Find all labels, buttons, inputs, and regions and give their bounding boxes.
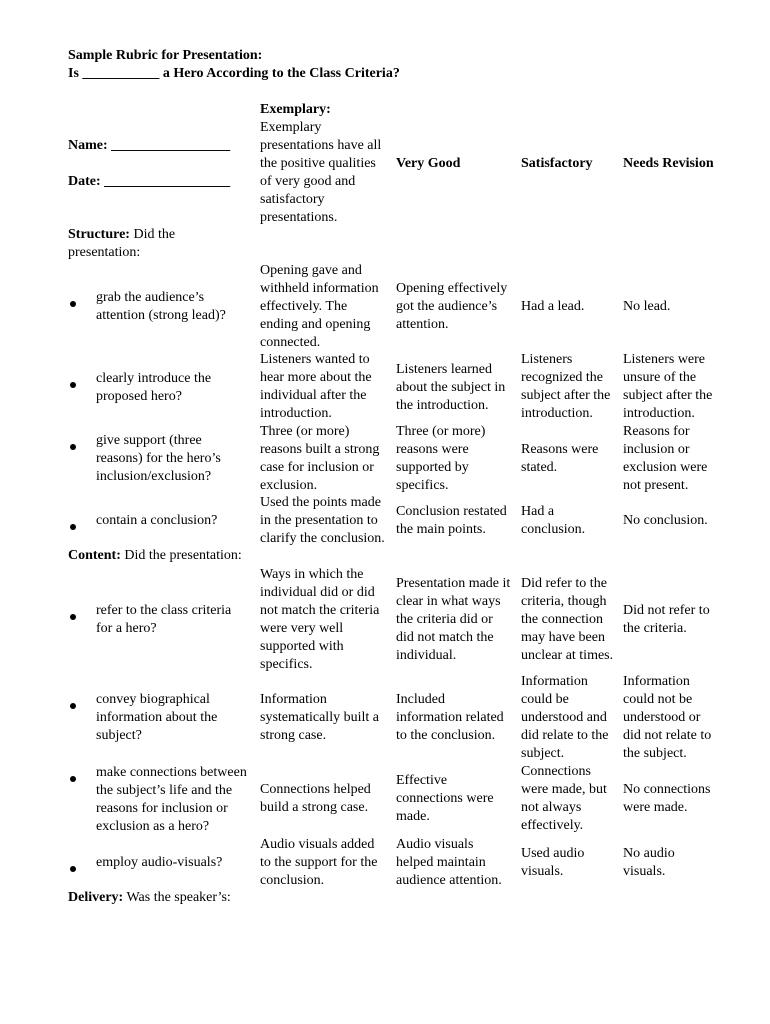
exemplary-cell-line: connected. bbox=[260, 335, 321, 350]
bullet-icon bbox=[70, 697, 76, 715]
exemplary-cell bbox=[260, 691, 379, 745]
satisfactory-cell bbox=[521, 763, 607, 835]
criterion-text-line: contain a conclusion? bbox=[96, 513, 218, 528]
needs-revision-cell-line: could not be bbox=[623, 692, 693, 707]
criterion-text-line: refer to the class criteria bbox=[96, 603, 232, 618]
very-good-cell-line: made. bbox=[396, 809, 430, 824]
needs-revision-cell-line: not present. bbox=[623, 478, 689, 493]
very-good-cell-line: supported by bbox=[396, 460, 469, 475]
exemplary-cell-line: clarify the conclusion. bbox=[260, 531, 385, 546]
criterion-text bbox=[96, 432, 221, 486]
exemplary-cell-line: effectively. The bbox=[260, 299, 348, 314]
bullet-icon bbox=[70, 295, 76, 313]
very-good-cell-line: Opening effectively bbox=[396, 281, 508, 296]
very-good-cell bbox=[396, 691, 504, 745]
satisfactory-cell-line: effectively. bbox=[521, 818, 584, 833]
header-satisfactory: Satisfactory bbox=[521, 156, 593, 171]
needs-revision-cell-line: the criteria. bbox=[623, 621, 687, 636]
section-structure-text-2: presentation: bbox=[68, 245, 141, 260]
needs-revision-cell-line: No conclusion. bbox=[623, 513, 708, 528]
needs-revision-cell-line: understood or bbox=[623, 710, 701, 725]
very-good-cell-line: the main points. bbox=[396, 522, 486, 537]
satisfactory-cell-line: subject. bbox=[521, 746, 565, 761]
exemplary-cell-line: not match the criteria bbox=[260, 603, 380, 618]
exemplary-cell-line: Three (or more) bbox=[260, 424, 350, 439]
header-exemplary-desc-2: presentations have all bbox=[260, 138, 382, 153]
criterion-text-line: convey biographical bbox=[96, 692, 210, 707]
very-good-cell-line: Three (or more) bbox=[396, 424, 486, 439]
needs-revision-cell bbox=[623, 351, 712, 423]
header-exemplary-desc-1: Exemplary bbox=[260, 120, 322, 135]
very-good-cell bbox=[396, 423, 485, 495]
very-good-cell-line: to the conclusion. bbox=[396, 728, 496, 743]
very-good-cell-line: audience attention. bbox=[396, 873, 502, 888]
needs-revision-cell-line: Listeners were bbox=[623, 352, 706, 367]
satisfactory-cell bbox=[521, 845, 584, 881]
exemplary-cell-line: withheld information bbox=[260, 281, 379, 296]
very-good-cell bbox=[396, 575, 510, 665]
exemplary-cell-line: Opening gave and bbox=[260, 263, 362, 278]
satisfactory-cell-line: Did refer to the bbox=[521, 576, 607, 591]
criterion-text bbox=[96, 370, 211, 406]
needs-revision-cell bbox=[623, 845, 675, 881]
date-field-label: Date: __________________ bbox=[68, 174, 231, 189]
header-exemplary bbox=[260, 101, 381, 227]
very-good-cell-line: the introduction. bbox=[396, 398, 489, 413]
needs-revision-cell-line: exclusion were bbox=[623, 460, 708, 475]
satisfactory-cell-line: not always bbox=[521, 800, 582, 815]
header-exemplary-desc-3: the positive qualities bbox=[260, 156, 376, 171]
satisfactory-cell-line: stated. bbox=[521, 460, 558, 475]
exemplary-cell-line: individual did or did bbox=[260, 585, 375, 600]
criterion-text bbox=[96, 691, 217, 745]
needs-revision-cell-line: inclusion or bbox=[623, 442, 690, 457]
exemplary-cell-line: Connections helped bbox=[260, 782, 371, 797]
criterion-text-line: subject? bbox=[96, 728, 142, 743]
header-exemplary-title: Exemplary: bbox=[260, 102, 331, 117]
satisfactory-cell bbox=[521, 351, 610, 423]
very-good-cell-line: individual. bbox=[396, 648, 457, 663]
criterion-text-line: proposed hero? bbox=[96, 389, 182, 404]
satisfactory-cell bbox=[521, 673, 608, 763]
exemplary-cell bbox=[260, 262, 379, 352]
very-good-cell-line: Listeners learned bbox=[396, 362, 493, 377]
bullet-icon bbox=[70, 770, 76, 788]
satisfactory-cell-line: did relate to the bbox=[521, 728, 609, 743]
needs-revision-cell-line: Did not refer to bbox=[623, 603, 710, 618]
needs-revision-cell bbox=[623, 512, 708, 530]
criterion-text-line: information about the bbox=[96, 710, 218, 725]
criterion-text bbox=[96, 764, 247, 836]
very-good-cell-line: clear in what ways bbox=[396, 594, 501, 609]
criterion-text-line: clearly introduce the bbox=[96, 371, 212, 386]
header-needs-revision: Needs Revision bbox=[623, 156, 714, 171]
section-delivery-text: Was the speaker’s: bbox=[123, 890, 231, 905]
very-good-cell-line: Audio visuals bbox=[396, 837, 474, 852]
needs-revision-cell-line: did not relate to bbox=[623, 728, 712, 743]
exemplary-cell-line: reasons built a strong bbox=[260, 442, 380, 457]
needs-revision-cell-line: the subject. bbox=[623, 746, 687, 761]
exemplary-cell-line: Used the points made bbox=[260, 495, 381, 510]
very-good-cell bbox=[396, 503, 507, 539]
needs-revision-cell-line: No lead. bbox=[623, 299, 671, 314]
satisfactory-cell-line: the connection bbox=[521, 612, 604, 627]
needs-revision-cell-line: Reasons for bbox=[623, 424, 690, 439]
satisfactory-cell-line: Had a bbox=[521, 504, 555, 519]
bullet-icon bbox=[70, 608, 76, 626]
section-content-text: Did the presentation: bbox=[120, 548, 242, 563]
satisfactory-cell bbox=[521, 298, 584, 316]
very-good-cell bbox=[396, 772, 494, 826]
bullet-icon bbox=[70, 518, 76, 536]
satisfactory-cell-line: Information bbox=[521, 674, 588, 689]
bullet-icon bbox=[70, 376, 76, 394]
criterion-text-line: make connections between bbox=[96, 765, 247, 780]
very-good-cell-line: reasons were bbox=[396, 442, 469, 457]
exemplary-cell-line: build a strong case. bbox=[260, 800, 369, 815]
needs-revision-cell bbox=[623, 298, 670, 316]
criterion-text bbox=[96, 854, 222, 872]
very-good-cell-line: helped maintain bbox=[396, 855, 486, 870]
satisfactory-cell-line: visuals. bbox=[521, 864, 564, 879]
criterion-text-line: attention (strong lead)? bbox=[96, 308, 226, 323]
satisfactory-cell-line: unclear at times. bbox=[521, 648, 614, 663]
name-field-label: Name: _________________ bbox=[68, 138, 231, 153]
very-good-cell-line: attention. bbox=[396, 317, 449, 332]
needs-revision-cell-line: unsure of the bbox=[623, 370, 697, 385]
criterion-text-line: grab the audience’s bbox=[96, 290, 205, 305]
needs-revision-cell-line: No connections bbox=[623, 782, 711, 797]
very-good-cell-line: got the audience’s bbox=[396, 299, 498, 314]
exemplary-cell-line: Information bbox=[260, 692, 327, 707]
criterion-text-line: employ audio-visuals? bbox=[96, 855, 223, 870]
exemplary-cell-line: exclusion. bbox=[260, 478, 318, 493]
satisfactory-cell bbox=[521, 575, 613, 665]
very-good-cell-line: Included bbox=[396, 692, 445, 707]
needs-revision-cell-line: No audio bbox=[623, 846, 675, 861]
exemplary-cell bbox=[260, 836, 377, 890]
needs-revision-cell-line: subject after the bbox=[623, 388, 713, 403]
criterion-text-line: for a hero? bbox=[96, 621, 157, 636]
criterion-text-line: inclusion/exclusion? bbox=[96, 469, 212, 484]
bullet-icon bbox=[70, 860, 76, 878]
section-structure-label: Structure: bbox=[68, 227, 130, 242]
exemplary-cell-line: hear more about the bbox=[260, 370, 372, 385]
criterion-text bbox=[96, 512, 217, 530]
criterion-text-line: exclusion as a hero? bbox=[96, 819, 210, 834]
criterion-text bbox=[96, 289, 226, 325]
exemplary-cell-line: systematically built a bbox=[260, 710, 379, 725]
exemplary-cell-line: supported with bbox=[260, 639, 344, 654]
exemplary-cell-line: specifics. bbox=[260, 657, 313, 672]
exemplary-cell-line: in the presentation to bbox=[260, 513, 378, 528]
criterion-text-line: the subject’s life and the bbox=[96, 783, 233, 798]
satisfactory-cell-line: Had a lead. bbox=[521, 299, 585, 314]
satisfactory-cell-line: criteria, though bbox=[521, 594, 607, 609]
very-good-cell-line: the criteria did or bbox=[396, 612, 493, 627]
very-good-cell-line: Conclusion restated bbox=[396, 504, 507, 519]
needs-revision-cell-line: Information bbox=[623, 674, 690, 689]
exemplary-cell bbox=[260, 423, 379, 495]
exemplary-cell bbox=[260, 781, 371, 817]
header-exemplary-desc-4: of very good and bbox=[260, 174, 356, 189]
very-good-cell-line: specifics. bbox=[396, 478, 449, 493]
needs-revision-cell-line: were made. bbox=[623, 800, 688, 815]
satisfactory-cell-line: understood and bbox=[521, 710, 607, 725]
header-exemplary-desc-5: satisfactory bbox=[260, 192, 325, 207]
exemplary-cell-line: individual after the bbox=[260, 388, 367, 403]
very-good-cell-line: information related bbox=[396, 710, 504, 725]
satisfactory-cell-line: may have been bbox=[521, 630, 605, 645]
very-good-cell-line: Effective bbox=[396, 773, 448, 788]
exemplary-cell-line: Audio visuals added bbox=[260, 837, 375, 852]
satisfactory-cell-line: conclusion. bbox=[521, 522, 586, 537]
title-line-1: Sample Rubric for Presentation: bbox=[68, 48, 263, 63]
exemplary-cell-line: Ways in which the bbox=[260, 567, 364, 582]
exemplary-cell-line: ending and opening bbox=[260, 317, 371, 332]
needs-revision-cell-line: visuals. bbox=[623, 864, 666, 879]
exemplary-cell-line: case for inclusion or bbox=[260, 460, 374, 475]
header-very-good: Very Good bbox=[396, 156, 461, 171]
satisfactory-cell-line: Reasons were bbox=[521, 442, 599, 457]
satisfactory-cell-line: were made, but bbox=[521, 782, 607, 797]
needs-revision-cell bbox=[623, 423, 707, 495]
exemplary-cell-line: conclusion. bbox=[260, 873, 325, 888]
section-delivery bbox=[68, 889, 231, 907]
needs-revision-cell bbox=[623, 673, 711, 763]
exemplary-cell-line: strong case. bbox=[260, 728, 327, 743]
satisfactory-cell-line: subject after the bbox=[521, 388, 611, 403]
satisfactory-cell-line: Used audio bbox=[521, 846, 585, 861]
criterion-text bbox=[96, 602, 231, 638]
section-delivery-label: Delivery: bbox=[68, 890, 124, 905]
section-content-label: Content: bbox=[68, 548, 121, 563]
satisfactory-cell-line: Listeners bbox=[521, 352, 573, 367]
very-good-cell-line: connections were bbox=[396, 791, 494, 806]
needs-revision-cell-line: introduction. bbox=[623, 406, 695, 421]
satisfactory-cell-line: recognized the bbox=[521, 370, 604, 385]
very-good-cell bbox=[396, 361, 505, 415]
criterion-text-line: reasons) for the hero’s bbox=[96, 451, 221, 466]
title-line-2: Is ___________ a Hero According to the Class Criteria? bbox=[68, 66, 400, 81]
exemplary-cell-line: Listeners wanted to bbox=[260, 352, 370, 367]
satisfactory-cell-line: Connections bbox=[521, 764, 591, 779]
very-good-cell-line: about the subject in bbox=[396, 380, 506, 395]
very-good-cell-line: did not match the bbox=[396, 630, 494, 645]
criterion-text-line: give support (three bbox=[96, 433, 202, 448]
document-title bbox=[68, 47, 400, 83]
bullet-icon bbox=[70, 438, 76, 456]
satisfactory-cell-line: introduction. bbox=[521, 406, 593, 421]
needs-revision-cell bbox=[623, 781, 710, 817]
exemplary-cell bbox=[260, 566, 379, 674]
criterion-text-line: reasons for inclusion or bbox=[96, 801, 228, 816]
very-good-cell bbox=[396, 280, 507, 334]
section-content bbox=[68, 547, 242, 565]
satisfactory-cell-line: could be bbox=[521, 692, 569, 707]
section-structure bbox=[68, 226, 175, 262]
exemplary-cell-line: were very well bbox=[260, 621, 344, 636]
satisfactory-cell bbox=[521, 503, 585, 539]
header-exemplary-desc-6: presentations. bbox=[260, 210, 338, 225]
exemplary-cell-line: introduction. bbox=[260, 406, 332, 421]
exemplary-cell-line: to the support for the bbox=[260, 855, 378, 870]
satisfactory-cell bbox=[521, 441, 598, 477]
exemplary-cell bbox=[260, 494, 385, 548]
section-structure-text-1: Did the bbox=[129, 227, 176, 242]
very-good-cell-line: Presentation made it bbox=[396, 576, 511, 591]
exemplary-cell bbox=[260, 351, 372, 423]
very-good-cell bbox=[396, 836, 502, 890]
needs-revision-cell bbox=[623, 602, 710, 638]
